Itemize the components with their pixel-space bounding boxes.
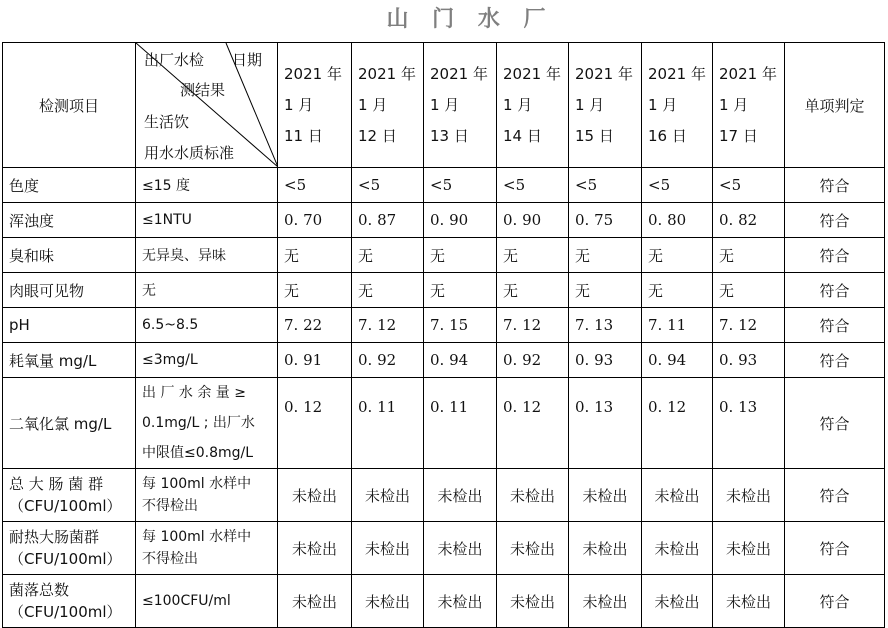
item-cell: [3, 522, 136, 575]
judge-cell: 符合: [785, 308, 885, 343]
value-cell: 未检出: [569, 469, 642, 522]
table-row: [3, 343, 885, 378]
value-cell: 未检出: [424, 575, 497, 628]
standard-line: 出 厂 水 余 量 ≥: [142, 385, 246, 401]
value-cell: 0. 75: [569, 203, 642, 238]
date-month: 1 月: [358, 95, 388, 114]
item-cell: [3, 469, 136, 522]
value-cell: <5: [497, 168, 569, 203]
table-row: [3, 575, 885, 628]
value-cell: 无: [352, 238, 424, 273]
value-cell: 未检出: [569, 575, 642, 628]
value-cell: 无: [424, 273, 497, 308]
date-year: 2021 年: [503, 64, 561, 83]
date-year: 2021 年: [284, 64, 342, 83]
value-cell: <5: [713, 168, 785, 203]
value-cell: <5: [278, 168, 352, 203]
judge-cell: 符合: [785, 343, 885, 378]
value-cell: 7. 11: [642, 308, 713, 343]
judge-cell: 符合: [785, 238, 885, 273]
value-cell: 未检出: [352, 575, 424, 628]
item-cell: 耗氧量 mg/L: [3, 343, 136, 378]
item-line: 菌落总数: [9, 581, 70, 599]
value-cell: 无: [497, 273, 569, 308]
value-cell: 0. 92: [497, 343, 569, 378]
date-day: 15 日: [575, 126, 614, 145]
date-day: 11 日: [284, 126, 323, 145]
value-cell: 0. 12: [497, 378, 569, 469]
standard-cell: 6.5~8.5: [136, 308, 278, 343]
table-row: [3, 522, 885, 575]
value-cell: 无: [642, 238, 713, 273]
value-cell: <5: [569, 168, 642, 203]
value-cell: 0. 70: [278, 203, 352, 238]
value-cell: 无: [352, 273, 424, 308]
value-cell: 无: [569, 238, 642, 273]
standard-line: 每 100ml 水样中: [142, 476, 252, 492]
diag-bot1-label: 生活饮: [144, 113, 190, 131]
item-line: （CFU/100ml）: [9, 603, 122, 621]
date-month: 1 月: [284, 95, 314, 114]
value-cell: <5: [424, 168, 497, 203]
value-cell: 无: [713, 238, 785, 273]
value-cell: 0. 92: [352, 343, 424, 378]
table-row: [3, 203, 885, 238]
value-cell: 0. 94: [642, 343, 713, 378]
date-day: 13 日: [430, 126, 469, 145]
date-day: 17 日: [719, 126, 758, 145]
header-date-7: [713, 43, 785, 168]
standard-cell: ≤100CFU/ml: [136, 575, 278, 628]
value-cell: 未检出: [569, 522, 642, 575]
date-month: 1 月: [719, 95, 749, 114]
value-cell: 0. 11: [352, 378, 424, 469]
date-day: 16 日: [648, 126, 687, 145]
value-cell: 未检出: [642, 522, 713, 575]
value-cell: 未检出: [278, 522, 352, 575]
diag-date-label: 日期: [232, 51, 263, 69]
header-date-6: [642, 43, 713, 168]
diag-top-label: 出厂水检: [144, 51, 205, 69]
item-line: 总 大 肠 菌 群: [9, 475, 104, 493]
water-quality-table: [2, 42, 885, 628]
table-row: [3, 308, 885, 343]
table-row: [3, 168, 885, 203]
value-cell: 7. 12: [713, 308, 785, 343]
value-cell: 无: [569, 273, 642, 308]
value-cell: 0. 11: [424, 378, 497, 469]
value-cell: 无: [424, 238, 497, 273]
value-cell: 无: [278, 273, 352, 308]
date-day: 14 日: [503, 126, 542, 145]
value-cell: 未检出: [497, 469, 569, 522]
value-cell: 0. 82: [713, 203, 785, 238]
header-date-1: [278, 43, 352, 168]
value-cell: 0. 93: [569, 343, 642, 378]
value-cell: 无: [497, 238, 569, 273]
table-row: [3, 378, 885, 469]
standard-cell: [136, 378, 278, 469]
value-cell: 无: [713, 273, 785, 308]
value-cell: 无: [642, 273, 713, 308]
value-cell: 未检出: [424, 522, 497, 575]
header-date-5: [569, 43, 642, 168]
value-cell: 未检出: [713, 575, 785, 628]
value-cell: 0. 13: [713, 378, 785, 469]
date-year: 2021 年: [719, 64, 777, 83]
page-title: 山 门 水 厂: [386, 7, 554, 32]
standard-cell: ≤1NTU: [136, 203, 278, 238]
judge-cell: 符合: [785, 168, 885, 203]
date-month: 1 月: [575, 95, 605, 114]
value-cell: 0. 90: [497, 203, 569, 238]
judge-cell: 符合: [785, 469, 885, 522]
date-day: 12 日: [358, 126, 397, 145]
date-month: 1 月: [503, 95, 533, 114]
judge-cell: 符合: [785, 203, 885, 238]
item-cell: 浑浊度: [3, 203, 136, 238]
value-cell: 7. 15: [424, 308, 497, 343]
date-year: 2021 年: [648, 64, 706, 83]
value-cell: 未检出: [352, 469, 424, 522]
header-date-3: [424, 43, 497, 168]
judge-cell: 符合: [785, 522, 885, 575]
value-cell: 无: [278, 238, 352, 273]
date-month: 1 月: [648, 95, 678, 114]
value-cell: 7. 13: [569, 308, 642, 343]
value-cell: 未检出: [278, 575, 352, 628]
item-cell: pH: [3, 308, 136, 343]
standard-line: 每 100ml 水样中: [142, 529, 252, 545]
value-cell: 0. 87: [352, 203, 424, 238]
value-cell: 0. 93: [713, 343, 785, 378]
standard-line: 0.1mg/L ; 出厂水: [142, 415, 255, 431]
value-cell: 0. 12: [278, 378, 352, 469]
header-diagonal: [136, 43, 278, 168]
date-year: 2021 年: [430, 64, 488, 83]
value-cell: 0. 94: [424, 343, 497, 378]
item-cell: 肉眼可见物: [3, 273, 136, 308]
header-date-2: [352, 43, 424, 168]
value-cell: 0. 80: [642, 203, 713, 238]
value-cell: 未检出: [713, 469, 785, 522]
diag-bot2-label: 用水水质标准: [144, 144, 235, 162]
standard-line: 不得检出: [142, 498, 198, 514]
value-cell: 0. 90: [424, 203, 497, 238]
judge-cell: 符合: [785, 575, 885, 628]
standard-cell: 无: [136, 273, 278, 308]
header-date-4: [497, 43, 569, 168]
value-cell: <5: [352, 168, 424, 203]
value-cell: 未检出: [642, 575, 713, 628]
standard-cell: ≤3mg/L: [136, 343, 278, 378]
value-cell: 未检出: [424, 469, 497, 522]
date-year: 2021 年: [358, 64, 416, 83]
item-cell: 臭和味: [3, 238, 136, 273]
item-line: 耐热大肠菌群: [9, 528, 100, 546]
judge-cell: 符合: [785, 273, 885, 308]
value-cell: 未检出: [278, 469, 352, 522]
value-cell: 7. 22: [278, 308, 352, 343]
value-cell: 未检出: [642, 469, 713, 522]
item-line: （CFU/100ml）: [9, 550, 122, 568]
judge-cell: 符合: [785, 378, 885, 469]
value-cell: 0. 91: [278, 343, 352, 378]
table-row: [3, 273, 885, 308]
standard-line: 中限值≤0.8mg/L: [142, 445, 254, 461]
standard-line: 不得检出: [142, 551, 198, 567]
value-cell: 未检出: [497, 575, 569, 628]
item-cell: [3, 575, 136, 628]
value-cell: <5: [642, 168, 713, 203]
standard-cell: [136, 469, 278, 522]
value-cell: 7. 12: [497, 308, 569, 343]
value-cell: 7. 12: [352, 308, 424, 343]
value-cell: 0. 12: [642, 378, 713, 469]
value-cell: 未检出: [713, 522, 785, 575]
standard-cell: 无异臭、异味: [136, 238, 278, 273]
item-cell: 二氧化氯 mg/L: [3, 378, 136, 469]
header-item: 检测项目: [3, 43, 136, 168]
date-year: 2021 年: [575, 64, 633, 83]
value-cell: 0. 13: [569, 378, 642, 469]
table-row: [3, 238, 885, 273]
item-cell: 色度: [3, 168, 136, 203]
date-month: 1 月: [430, 95, 460, 114]
header-row: [3, 43, 885, 168]
table-row: [3, 469, 885, 522]
header-judge: 单项判定: [785, 43, 885, 168]
standard-cell: [136, 522, 278, 575]
item-line: （CFU/100ml）: [9, 497, 122, 515]
standard-cell: ≤15 度: [136, 168, 278, 203]
diag-mid-label: 测结果: [180, 81, 226, 99]
value-cell: 未检出: [352, 522, 424, 575]
value-cell: 未检出: [497, 522, 569, 575]
